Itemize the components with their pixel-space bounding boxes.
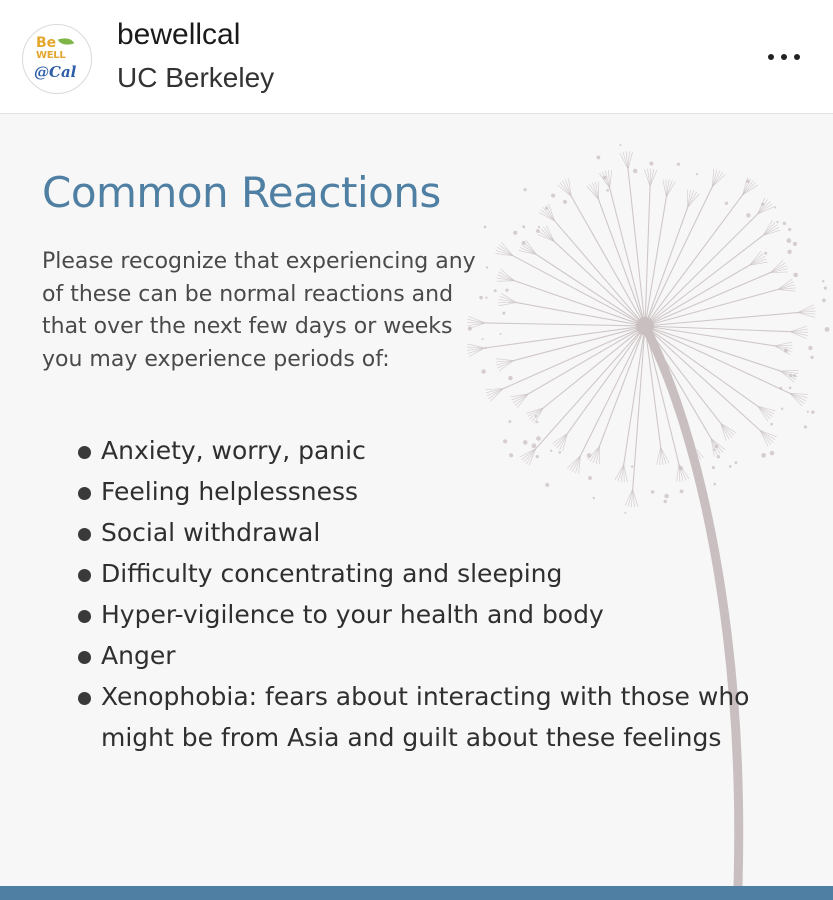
list-item-text: Hyper-vigilence to your health and body [101,600,604,629]
avatar[interactable] [22,24,92,94]
list-item [78,512,778,553]
avatar-logo-line-2: WELL [36,50,66,61]
list-item [78,471,778,512]
avatar-logo-line-3: @Cal [34,63,77,81]
list-item [78,676,778,758]
bullet-icon [78,446,91,459]
bullet-icon [78,528,91,541]
list-item [78,430,778,471]
bullet-icon [78,487,91,500]
avatar-logo-line-1: Be [36,35,57,51]
list-item-text: Xenophobia: fears about interacting with those who might be from Asia and guilt about these feelings [101,682,750,752]
leaf-icon [58,35,74,48]
more-options-icon[interactable] [766,54,802,64]
list-item [78,594,778,635]
bottom-accent-bar [0,886,833,900]
list-item [78,553,778,594]
bullet-icon [78,651,91,664]
page-title: Common Reactions [42,168,441,217]
list-item-text: Anxiety, worry, panic [101,436,366,465]
intro-text: Please recognize that experiencing any of these can be normal reactions and that over the next few days or weeks you may experience periods of: [42,249,476,372]
location-link[interactable]: UC Berkeley [117,62,275,93]
post-header [0,0,833,114]
list-item-text: Feeling helplessness [101,477,359,506]
list-item-text: Social withdrawal [101,518,321,547]
reactions-list [78,430,778,758]
bullet-icon [78,692,91,705]
post-image [0,114,833,886]
username-link[interactable]: bewellcal [117,18,241,51]
list-item-text: Difficulty concentrating and sleeping [101,559,563,588]
bullet-icon [78,610,91,623]
list-item [78,635,778,676]
bullet-icon [78,569,91,582]
list-item-text: Anger [101,641,176,670]
